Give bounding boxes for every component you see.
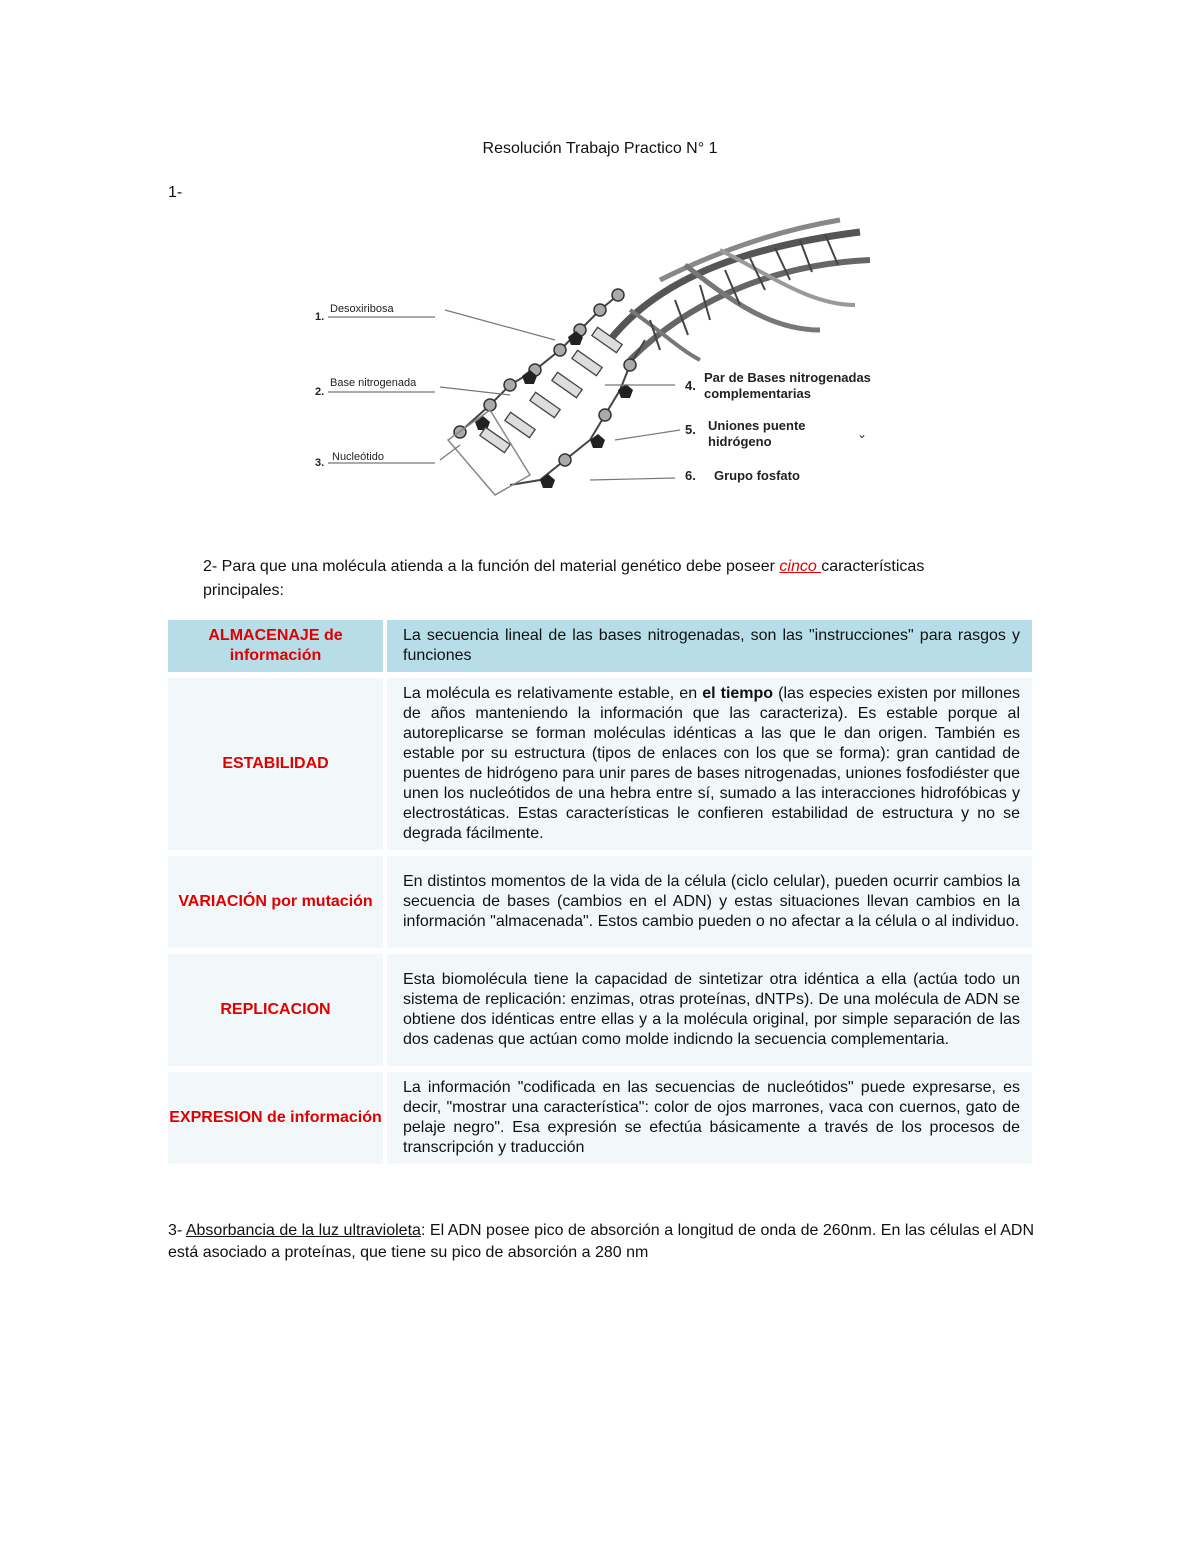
- question-3: [168, 1220, 1034, 1264]
- feature-name: EXPRESION de información: [168, 1072, 387, 1170]
- label-nucleotido: Nucleótido: [332, 451, 384, 463]
- feature-name: ESTABILIDAD: [168, 678, 387, 856]
- feature-description: En distintos momentos de la vida de la célula (ciclo celular), pueden ocurrir cambios la secuencia de bases (cambios en el ADN) y estas situaciones llevan cambios en la información "almacenada". Estos cambio pueden o no afectar a la célula o al individuo.: [387, 856, 1032, 954]
- feature-name: ALMACENAJE de información: [168, 620, 387, 678]
- question-3-colon: :: [420, 1222, 426, 1239]
- desc-part-after: (las especies existen por millones de años manteniendo la información que las caracteriza). Es estable porque al autoreplicarse se forman moléculas idénticas a las que le dan origen. También es estable por su estructura (tipos de enlaces con los que se forma): gran cantidad de puentes de hidrógeno para unir pares de bases nitrogenadas, uniones fosfodiéster que unen los nucleótidos de una hebra entre sí, sumado a las interacciones hidrofóbicas y electrostáticas. Estas características le confieren estabilidad de estructura y no se degrada fácilmente.: [403, 685, 1020, 842]
- label-4-number: 4.: [685, 378, 696, 393]
- question-3-text: El ADN posee pico de absorción a longitud de onda de 260nm. En las células el ADN está asociado a proteínas, que tiene su pico de absorción a 280 nm: [168, 1222, 1034, 1261]
- table-row: [168, 856, 1032, 954]
- label-grupo-fosfato: Grupo fosfato: [714, 468, 800, 483]
- label-1-number: 1.: [315, 311, 325, 323]
- desc-part-bold: el tiempo: [702, 685, 774, 702]
- stray-mark-icon: ⌄: [857, 427, 868, 441]
- question-2-text-after: características principales:: [203, 558, 925, 599]
- feature-name: VARIACIÓN por mutación: [168, 856, 387, 954]
- question-3-number: 3-: [168, 1222, 186, 1239]
- label-par-bases-line1: Par de Bases nitrogenadas: [704, 370, 871, 385]
- feature-description: [387, 678, 1032, 856]
- dna-helix-drawing: [448, 220, 870, 495]
- feature-description: La secuencia lineal de las bases nitrogenadas, son las "instrucciones" para rasgos y funciones: [387, 620, 1032, 678]
- label-desoxiribosa: Desoxiribosa: [330, 303, 394, 315]
- label-uniones-line2: hidrógeno: [708, 434, 772, 449]
- label-6-number: 6.: [685, 468, 696, 483]
- question-2-emphasis: cinco: [779, 558, 822, 575]
- question-2-intro: [203, 555, 1003, 603]
- label-5-number: 5.: [685, 422, 696, 437]
- feature-description: Esta biomolécula tiene la capacidad de sintetizar otra idéntica a ella (actúa todo un sistema de replicación: enzimas, otras proteínas, dNTPs). De una molécula de ADN se obtiene dos idénticas entre ellas y a la molécula original, por simple separación de las dos cadenas que actúan como molde indicndo la secuencia complementaria.: [387, 954, 1032, 1072]
- characteristics-table: [168, 620, 1032, 1170]
- feature-name: REPLICACION: [168, 954, 387, 1072]
- label-3-number: 3.: [315, 457, 325, 469]
- question-2-text-before: 2- Para que una molécula atienda a la función del material genético debe poseer: [203, 558, 780, 575]
- table-row: [168, 678, 1032, 856]
- table-row: [168, 954, 1032, 1072]
- label-uniones-line1: Uniones puente: [708, 418, 806, 433]
- label-par-bases-line2: complementarias: [704, 386, 811, 401]
- page-title: Resolución Trabajo Practico N° 1: [482, 140, 718, 157]
- question-1-number: 1-: [168, 184, 183, 201]
- label-2-number: 2.: [315, 386, 325, 398]
- feature-description: La información "codificada en las secuencias de nucleótidos" puede expresarse, es decir, "mostrar una característica": color de ojos marrones, vaca con cuernos, gato de pelaje negro". Esa expresión se efectúa básicamente a través de los procesos de transcripción y traducción: [387, 1072, 1032, 1170]
- table-row: [168, 620, 1032, 678]
- question-3-heading: Absorbancia de la luz ultravioleta: [185, 1222, 421, 1239]
- dna-diagram: [300, 210, 900, 510]
- table-row: [168, 1072, 1032, 1170]
- desc-part-before: La molécula es relativamente estable, en: [403, 685, 703, 702]
- label-base-nitrogenada: Base nitrogenada: [330, 377, 417, 389]
